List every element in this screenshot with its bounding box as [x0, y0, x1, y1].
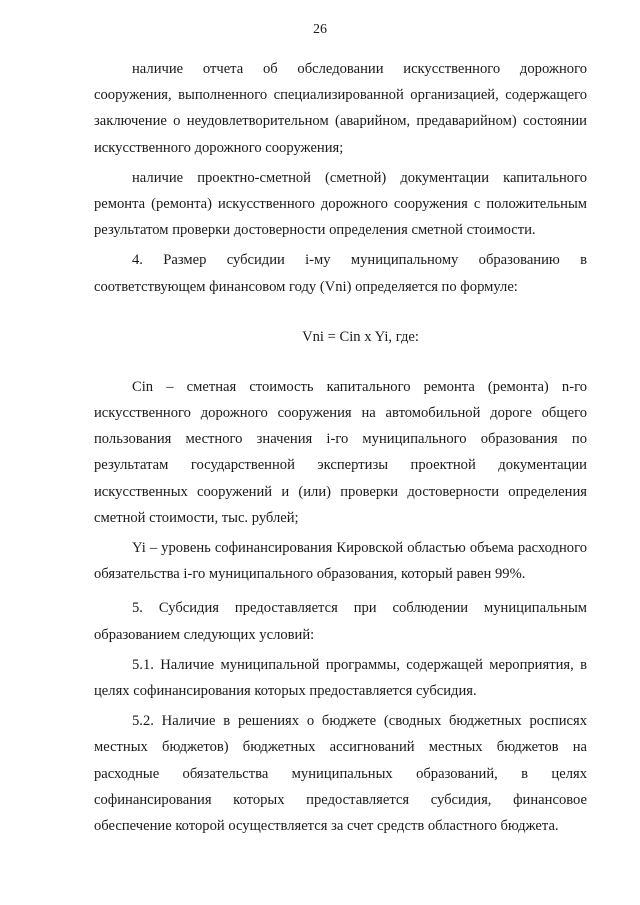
paragraph-inspection-report: наличие отчета об обследовании искусственного дорожного сооружения, выполненного специализированной организацией, содержащего заключение о неудовлетворительном (аварийном, предаварийном) состоянии искусственного дорожного сооружения;	[94, 61, 587, 156]
paragraph-subsidy-size: 4. Размер субсидии i-му муниципальному образованию в соответствующем финансовом году (Vni) определяется по формуле:	[94, 252, 587, 295]
paragraph-yi-definition: Yi – уровень софинансирования Кировской областью объема расходного обязательства i-го муниципального образования, который равен 99%.	[94, 540, 587, 583]
paragraph-cin-definition: Cin – сметная стоимость капитального ремонта (ремонта) n-го искусственного дорожного сооружения на автомобильной дороге общего пользования местного значения i-го муниципального образования по результатам государственной экспертизы проектной документации искусственных сооружений и (или) проверки достоверности определения сметной стоимости, тыс. рублей;	[94, 378, 587, 526]
page-number: 26	[313, 22, 327, 37]
document-body	[94, 56, 587, 839]
paragraph-condition-5-1: 5.1. Наличие муниципальной программы, содержащей мероприятия, в целях софинансирования которых предоставляется субсидия.	[94, 656, 587, 700]
paragraph-conditions: 5. Субсидия предоставляется при соблюдении муниципальным образованием следующих условий:	[94, 600, 587, 643]
formula: Vni = Cin x Yi, где:	[302, 328, 419, 345]
paragraph-condition-5-2: 5.2. Наличие в решениях о бюджете (сводных бюджетных росписях местных бюджетов) бюджетных ассигнований местных бюджетов на расходные обязательства муниципальных образований, в целях софинансирования которых предоставляется субсидия, финансовое обеспечение которой осуществляется за счет средств областного бюджета.	[94, 713, 587, 835]
paragraph-estimate-docs: наличие проектно-сметной (сметной) документации капитального ремонта (ремонта) искусственного дорожного сооружения с положительным результатом проверки достоверности определения сметной стоимости.	[94, 169, 587, 239]
